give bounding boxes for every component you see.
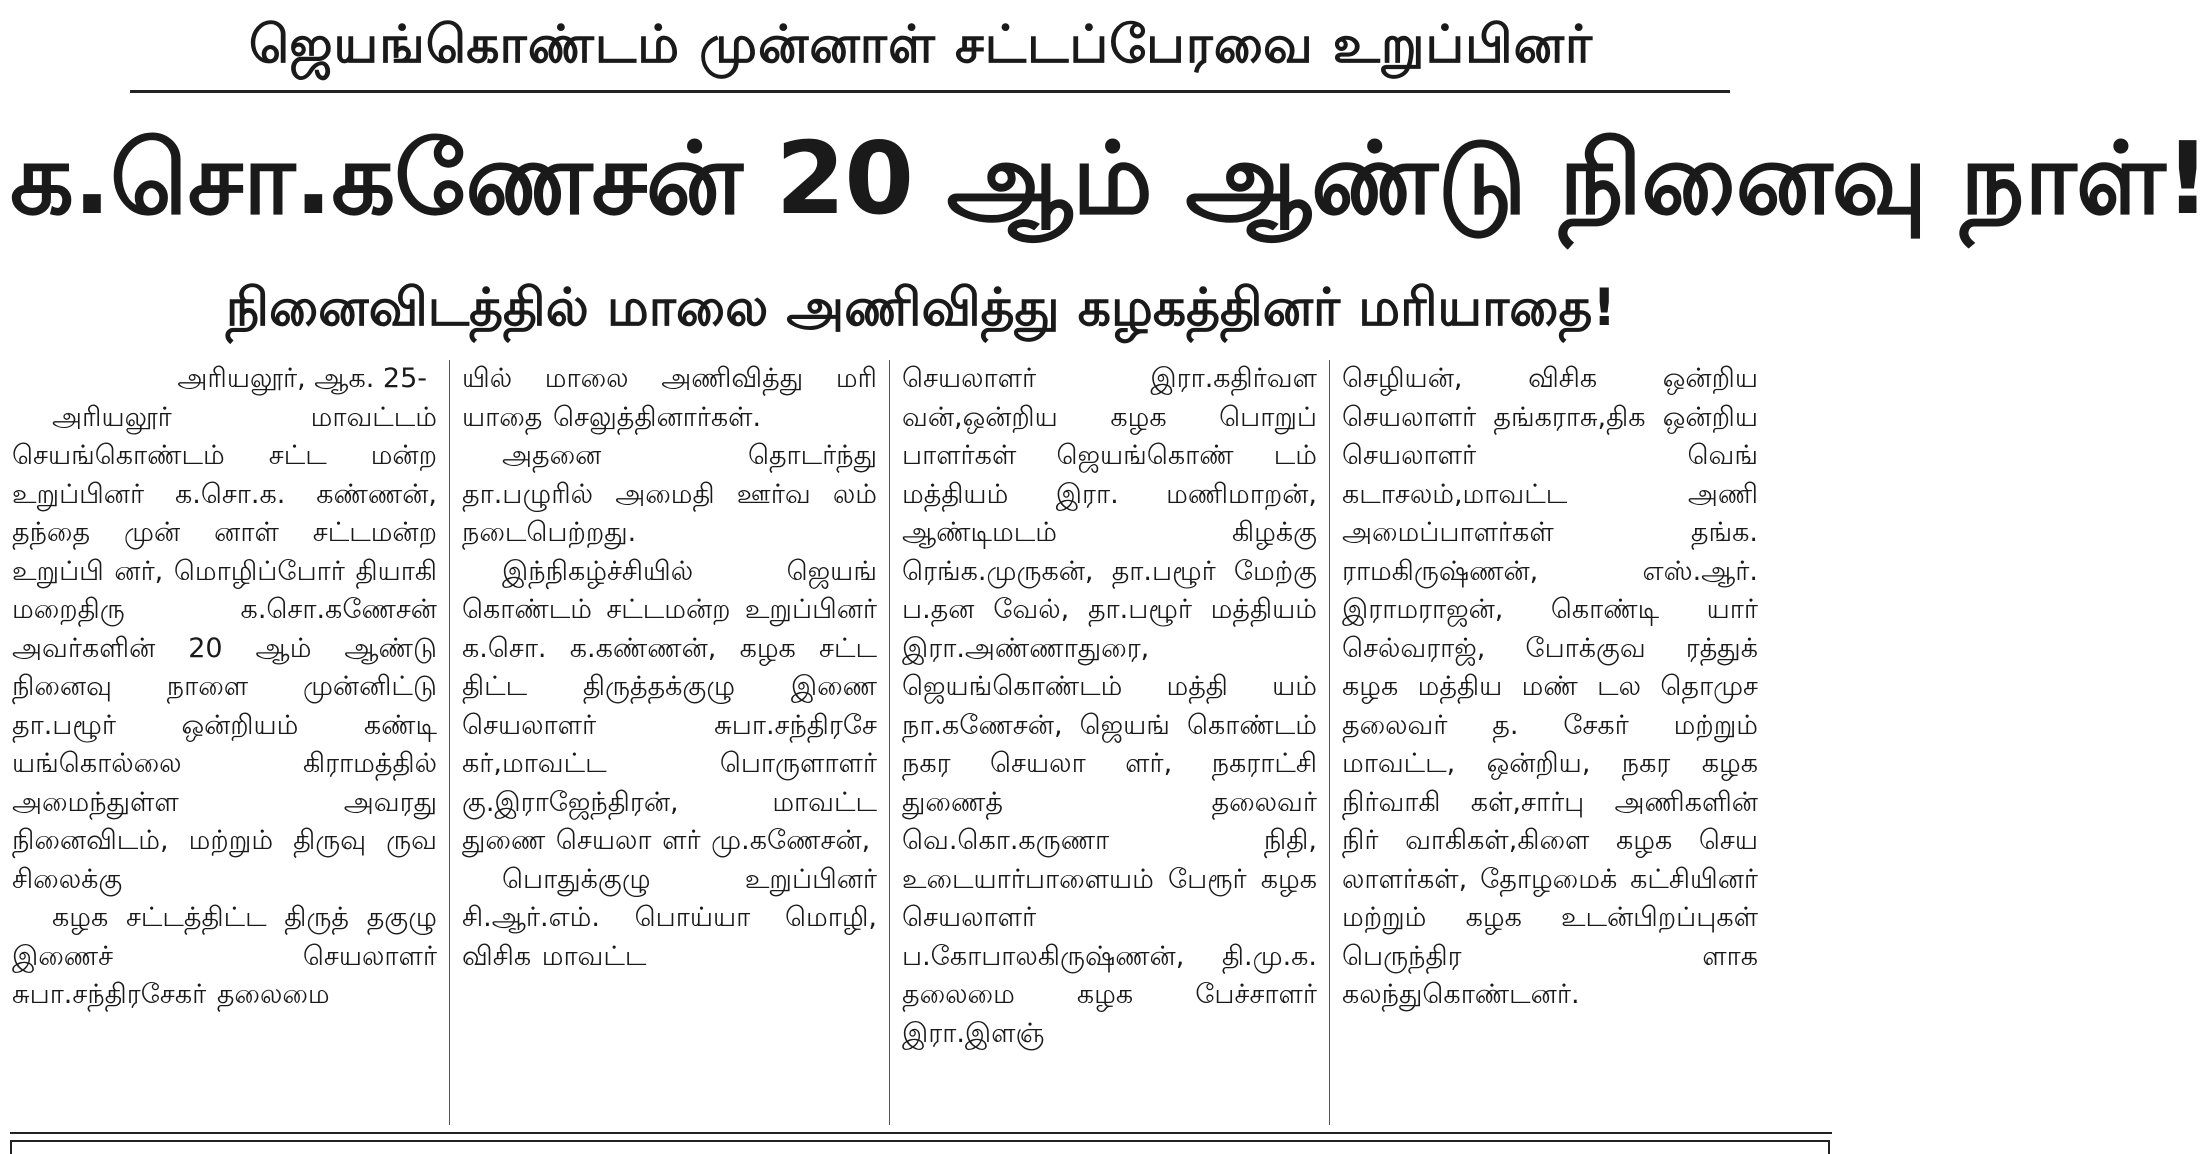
article-column-4 xyxy=(1330,360,1770,1125)
article-column-2 xyxy=(450,360,890,1125)
article-paragraph: இந்நிகழ்ச்சியில் ஜெயங் கொண்டம் சட்டமன்ற உறுப்பினர் க.சொ. க.கண்ணன், கழக சட்ட திட்ட திருத்தக்குழு இணை செயலாளர் சுபா.சந்திரசே கர்,மாவட்ட பொருளாளர் கு.இராஜேந்திரன், மாவட்ட துணை செயலா ளர் மு.கணேசன், xyxy=(462,555,877,856)
article-paragraph: கழக சட்டத்திட்ட திருத் தகுழு இணைச் செயலாளர் சுபா.சந்திரசேகர் தலைமை xyxy=(12,902,437,1010)
article-paragraph: அரியலூர் மாவட்டம் செயங்கொண்டம் சட்ட மன்ற உறுப்பினர் க.சொ.க. கண்ணன், தந்தை முன் னாள் சட்டமன்ற உறுப்பி னர், மொழிப்போர் தியாகி மறைதிரு க.சொ.கணேசன் அவர்களின் 20 ஆம் ஆண்டு நினைவு நாளை முன்னிட்டு தா.பழூர் ஒன்றியம் கண்டி யங்கொல்லை கிராமத்தில் அமைந்துள்ள அவரது நினைவிடம், மற்றும் திருவு ருவ சிலைக்கு xyxy=(12,401,437,895)
article-paragraph: செயலாளர் இரா.கதிர்வள வன்,ஒன்றிய கழக பொறுப் பாளர்கள் ஜெயங்கொண் டம் மத்தியம் இரா. மணிமாறன், ஆண்டிமடம் கிழக்கு ரெங்க.முருகன், தா.பழூர் மேற்கு ப.தன வேல், தா.பழூர் மத்தியம் இரா.அண்ணாதுரை, ஜெயங்கொண்டம் மத்தி யம் நா.கணேசன், ஜெயங் கொண்டம் நகர செயலா ளர், நகராட்சி துணைத் தலைவர் வெ.கொ.கருணா நிதி, உடையார்பாளையம் பேரூர் கழக செயலாளர் ப.கோபாலகிருஷ்ணன், தி.மு.க. தலைமை கழக பேச்சாளர் இரா.இளஞ் xyxy=(902,363,1317,1049)
main-headline: க.சொ.கணேசன் 20 ஆம் ஆண்டு நினைவு நாள்! xyxy=(10,120,2209,237)
next-article-box-edge xyxy=(10,1140,1830,1154)
article-column-3 xyxy=(890,360,1330,1125)
kicker-heading: ஜெயங்கொண்டம் முன்னாள் சட்டப்பேரவை உறுப்பினர் xyxy=(248,15,1594,75)
article-paragraph: செழியன், விசிக ஒன்றிய செயலாளர் தங்கராசு,திக ஒன்றிய செயலாளர் வெங் கடாசலம்,மாவட்ட அணி அமைப்பாளர்கள் தங்க. ராமகிருஷ்ணன், எஸ்.ஆர். இராமராஜன், கொண்டி யார் செல்வராஜ், போக்குவ ரத்துக் கழக மத்திய மண் டல தொமுச தலைவர் த. சேகர் மற்றும் மாவட்ட, ஒன்றிய, நகர கழக நிர்வாகி கள்,சார்பு அணிகளின் நிர் வாகிகள்,கிளை கழக செய லாளர்கள், தோழமைக் கட்சியினர் மற்றும் கழக உடன்பிறப்புகள் பெருந்திர ளாக கலந்துகொண்டனர். xyxy=(1342,363,1758,1010)
bottom-divider xyxy=(10,1132,1832,1134)
article-paragraph: அதனை தொடர்ந்து தா.பழுரில் அமைதி ஊர்வ லம் நடைபெற்றது. xyxy=(462,440,877,548)
dateline: அரியலூர், ஆக. 25- xyxy=(177,363,427,394)
article-paragraph: யில் மாலை அணிவித்து மரி யாதை செலுத்தினார்கள். xyxy=(462,363,877,433)
article-column-1 xyxy=(10,360,450,1125)
kicker-divider xyxy=(130,90,1730,93)
sub-headline: நினைவிடத்தில் மாலை அணிவித்து கழகத்தினர் மரியாதை! xyxy=(225,278,1617,338)
article-body xyxy=(10,360,1832,1125)
article-paragraph: பொதுக்குழு உறுப்பினர் சி.ஆர்.எம். பொய்யா மொழி, விசிக மாவட்ட xyxy=(462,863,877,972)
